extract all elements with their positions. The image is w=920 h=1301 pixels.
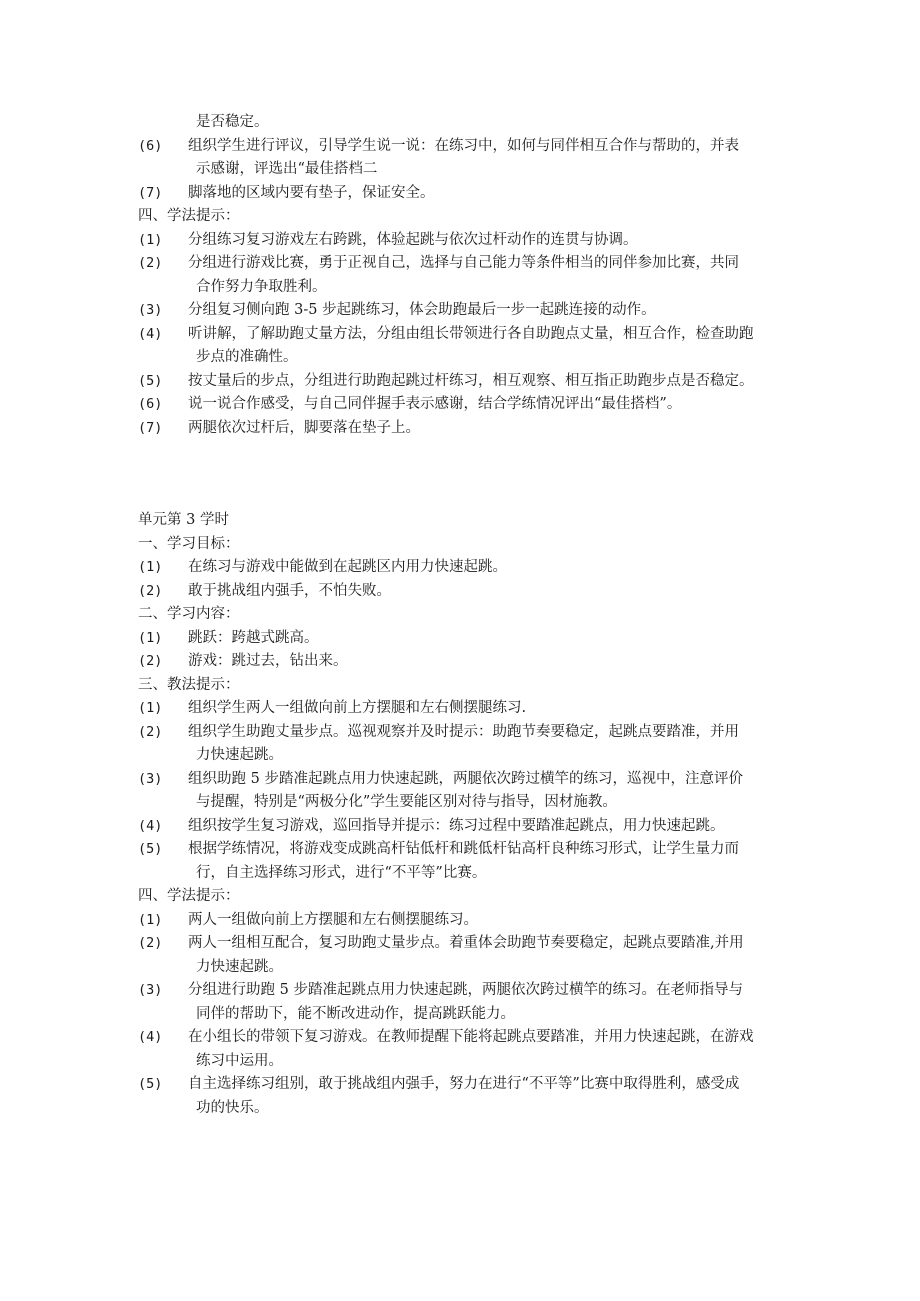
list-item — [138, 650, 798, 674]
item-text-continuation: 是否稳定。 — [196, 114, 269, 130]
item-number: (5) — [138, 841, 163, 857]
item-text: 组织学生助跑丈量步点。巡视观察并及时提示：助跑节奏要稳定，起跳点要踏准，并用 — [188, 723, 739, 740]
item-number: (3) — [138, 770, 163, 787]
item-number: (1) — [138, 911, 163, 928]
item-number: (3) — [138, 982, 163, 998]
item-text: 组织学生进行评议，引导学生说一说：在练习中，如何与同伴相互合作与帮助的，并表 — [188, 137, 739, 154]
list-item — [138, 932, 798, 956]
item-text: 说一说合作感受，与自己同伴握手表示感谢，结合学练情况评出“最佳搭档”。 — [188, 396, 682, 412]
section-heading: 三、教法提示： — [138, 676, 240, 693]
item-text-continuation: 步点的准确性。 — [196, 349, 298, 365]
item-number: (4) — [138, 817, 163, 834]
item-number: (6) — [138, 396, 163, 412]
list-item — [138, 182, 798, 206]
list-item — [138, 838, 798, 862]
item-text: 组织学生两人一组做向前上方摆腿和左右侧摆腿练习. — [188, 700, 527, 716]
list-item — [138, 229, 798, 253]
item-text-continuation: 行，自主选择练习形式，进行“不平等”比赛。 — [196, 864, 487, 881]
item-number: (2) — [138, 935, 163, 951]
item-number: (1) — [138, 231, 163, 248]
list-item — [138, 909, 798, 933]
item-text: 脚落地的区域内要有垫子，保证安全。 — [188, 184, 435, 201]
item-number: (3) — [138, 302, 163, 318]
lesson-title: 单元第 3 学时 — [138, 512, 229, 528]
list-item — [138, 252, 798, 276]
list-item — [138, 135, 798, 159]
section-heading: 四、学法提示： — [138, 888, 240, 904]
list-item — [138, 815, 798, 839]
item-text: 在小组长的带领下复习游戏。在教师提醒下能将起跳点要踏准，并用力快速起跳，在游戏 — [188, 1029, 754, 1045]
list-item — [138, 721, 798, 745]
item-text: 分组复习侧向跑 3-5 步起跳练习，体会助跑最后一步一起跳连接的动作。 — [188, 302, 656, 318]
item-text-continuation: 示感谢，评选出“最佳搭档二 — [196, 161, 378, 177]
item-number: (1) — [138, 629, 163, 646]
item-text: 分组进行游戏比赛，勇于正视自己，选择与自己能力等条件相当的同伴参加比赛，共同 — [188, 255, 739, 271]
item-text: 听讲解，了解助跑丈量方法，分组由组长带领进行各自助跑点丈量，相互合作，检查助跑 — [188, 325, 754, 342]
item-text: 两腿依次过杆后，脚要落在垫子上。 — [188, 419, 420, 436]
list-item — [138, 627, 798, 651]
list-item — [138, 417, 798, 441]
section-lesson-3 — [138, 509, 798, 1120]
item-text-continuation: 功的快乐。 — [196, 1099, 269, 1116]
list-item — [138, 370, 798, 394]
list-item — [138, 1073, 798, 1097]
section-heading: 一、学习目标： — [138, 535, 240, 552]
item-text: 组织助跑 5 步踏准起跳点用力快速起跳，两腿依次跨过横竿的练习，巡视中，注意评价 — [188, 770, 743, 787]
item-text-continuation: 练习中运用。 — [196, 1052, 283, 1069]
item-number: (6) — [138, 137, 163, 154]
list-item — [138, 1026, 798, 1050]
item-text: 跳跃：跨越式跳高。 — [188, 629, 319, 646]
item-text: 游戏：跳过去，钻出来。 — [188, 653, 348, 669]
item-text: 组织按学生复习游戏，巡回指导并提示：练习过程中要踏准起跳点，用力快速起跳。 — [188, 817, 725, 834]
list-item — [138, 697, 798, 721]
item-text-continuation: 合作努力争取胜利。 — [196, 278, 327, 295]
item-text: 按丈量后的步点，分组进行助跑起跳过杆练习，相互观察、相互指正助跑步点是否稳定。 — [188, 372, 754, 389]
item-text-continuation: 与提醒，特别是“两极分化”学生要能区别对待与指导，因材施教。 — [196, 794, 617, 810]
section-previous-lesson — [138, 111, 798, 440]
list-item — [138, 323, 798, 347]
list-item — [138, 768, 798, 792]
item-text: 分组练习复习游戏左右跨跳，体验起跳与依次过杆动作的连贯与协调。 — [188, 231, 638, 248]
item-number: (7) — [138, 184, 163, 201]
item-text: 分组进行助跑 5 步踏准起跳点用力快速起跳，两腿依次跨过横竿的练习。在老师指导与 — [188, 982, 743, 998]
list-item — [138, 979, 798, 1003]
item-number: (4) — [138, 325, 163, 342]
list-item — [138, 580, 798, 604]
item-text: 根据学练情况，将游戏变成跳高杆钻低杆和跳低杆钻高杆良种练习形式，让学生量力而 — [188, 841, 739, 857]
item-text-continuation: 力快速起跳。 — [196, 958, 283, 975]
item-text: 两人一组相互配合，复习助跑丈量步点。着重体会助跑节奏要稳定，起跳点要踏准,并用 — [188, 935, 744, 951]
item-text: 自主选择练习组别，敢于挑战组内强手，努力在进行“不平等”比赛中取得胜利，感受成 — [188, 1076, 740, 1092]
section-heading: 二、学习内容： — [138, 606, 240, 622]
item-number: (5) — [138, 372, 163, 389]
item-number: (2) — [138, 723, 163, 740]
item-number: (1) — [138, 559, 163, 575]
item-text: 敢于挑战组内强手，不怕失败。 — [188, 582, 391, 599]
item-text-continuation: 同伴的帮助下，能不断改进动作，提高跳跃能力。 — [196, 1005, 515, 1022]
section-heading: 四、学法提示： — [138, 208, 240, 224]
list-item — [138, 393, 798, 417]
item-number: (2) — [138, 255, 163, 271]
list-item — [138, 556, 798, 580]
item-number: (2) — [138, 582, 163, 599]
item-number: (5) — [138, 1076, 163, 1092]
item-text: 两人一组做向前上方摆腿和左右侧摆腿练习。 — [188, 911, 478, 928]
list-item — [138, 299, 798, 323]
item-text: 在练习与游戏中能做到在起跳区内用力快速起跳。 — [188, 559, 507, 575]
item-text-continuation: 力快速起跳。 — [196, 747, 283, 763]
item-number: (2) — [138, 653, 163, 669]
item-number: (1) — [138, 700, 163, 716]
item-number: (7) — [138, 419, 163, 436]
item-number: (4) — [138, 1029, 163, 1045]
